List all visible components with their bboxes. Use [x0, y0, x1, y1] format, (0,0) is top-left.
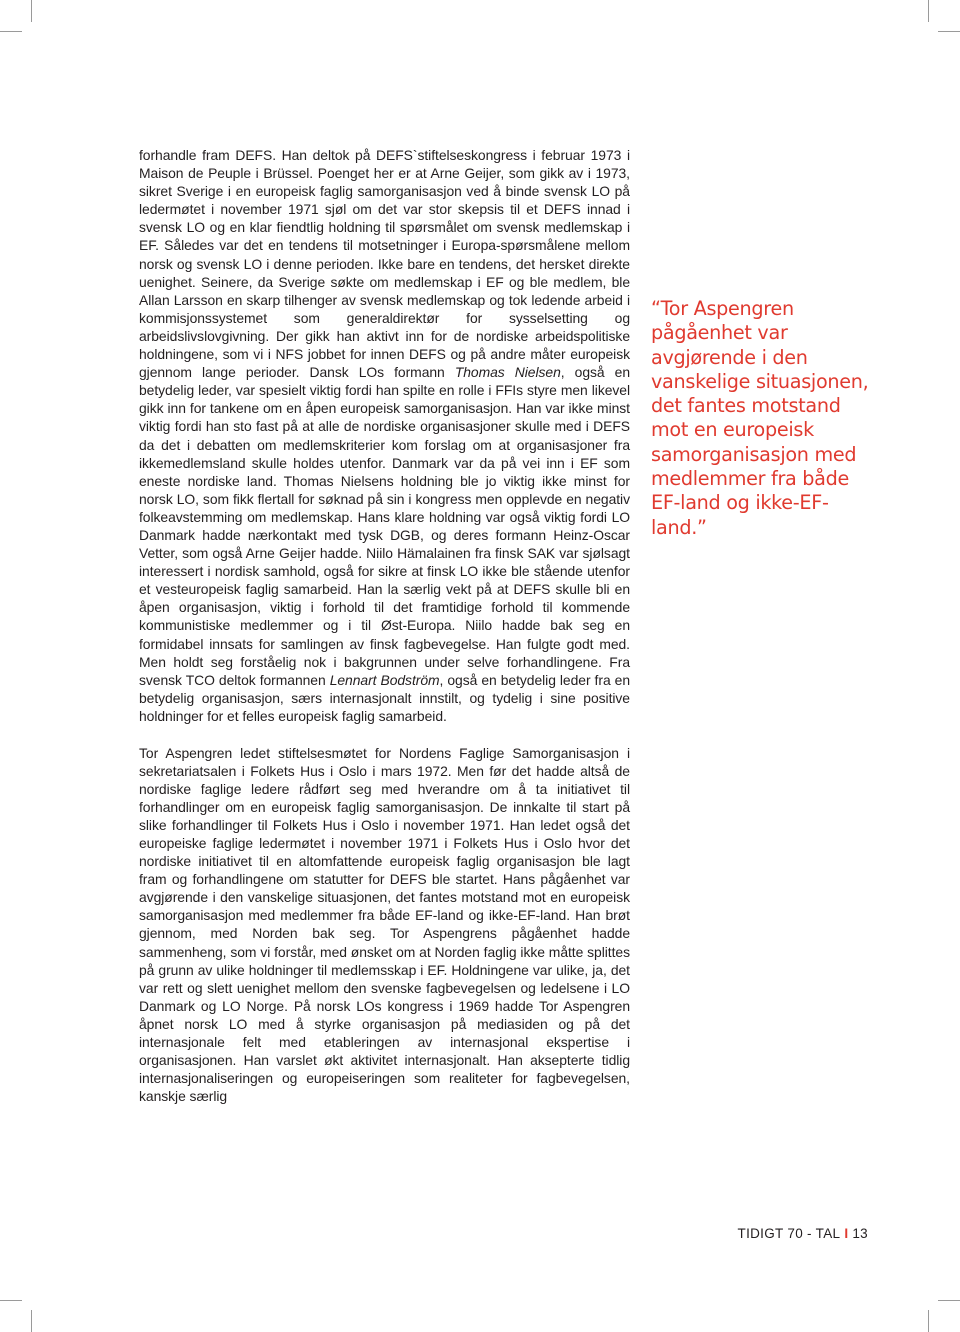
page-number: 13: [852, 1226, 868, 1241]
pull-quote: “Tor Aspengren pågåenhet var avgjørende i den vanskelige situasjonen, det fantes motstand mot en europeisk samorganisasjon med medlemmer fra både EF-land og ikke-EF-land.”: [651, 297, 869, 539]
crop-mark-bottom-right: [938, 1300, 960, 1301]
body-column: [139, 146, 630, 1105]
paragraph-gap: [139, 725, 630, 744]
body-text: forhandle fram DEFS. Han deltok på DEFS`stiftelseskongress i februar 1973 i Maison de Peuple i Brüssel. Poenget her er at Arne Geijer, som gikk av i 1973, sikret Sverige i en europeisk faglig samorganisasjon ved å binde svensk LO på ledermøtet i november 1971 sjøl om det var stor skepsis til et DEFS innad i svensk LO og en klar fiendtlig holdning til spørsmålet om svensk medlemskap i EF. Således var det en tendens til motsetninger i Europa-spørsmålene mellom norsk og svensk LO i denne perioden. Ikke bare en tendens, det hersket direkte uenighet. Seinere, da Sverige søkte om medlemskap i EF og ble medlem, ble Allan Larsson en skarp tilhenger av svensk medlemskap og tok ledende arbeid i kommisjonssystemet som generaldirektør for sysselsetting og arbeidslivslovgivning. Der gikk han aktivt inn for de nordiske arbeidspolitiske holdningene, som vi i NFS jobbet for innen DEFS og på andre måter europeisk gjennom lange perioder. Dansk LOs formann: [139, 147, 630, 381]
footer-publication: TIDIGT 70 - TAL: [737, 1226, 841, 1241]
footer-separator: I: [844, 1226, 849, 1241]
body-text: , også en betydelig leder fra en betydelig organisasjon, særs internasjonalt innstilt, og tydelig i sine positive holdninger for et felles europeisk faglig samarbeid.: [139, 671, 630, 724]
page-footer: [738, 1226, 868, 1241]
crop-mark-top-left-vertical: [31, 0, 32, 22]
body-paragraph-1: [139, 146, 630, 725]
person-name-italic: Lennart Bodström: [329, 671, 440, 688]
crop-mark-top-left: [0, 31, 22, 32]
crop-mark-bottom-left: [0, 1300, 22, 1301]
body-text: , også en betydelig leder, var spesielt viktig fordi han spilte en rolle i FFIs styre men likevel gikk inn for tankene om en åpen europeisk samorganisasjon. Han var ikke minst viktig fordi han sto fast på at alle de nordiske organisasjoner skulle med i DEFS da det i debatten om medlemskriterier kom forslag om at organisasjoner fra ikkemedlemsland skulle holdes utenfor. Danmark var da på vei inn i EF som eneste nordiske land. Thomas Nielsens holdning ble jo viktig ikke minst for norsk LO, som fikk flertall for søknad på sin i kongress men opplevde en negativ folkeavstemming om medlemskap. Hans klare holdning var også viktig fordi LO Danmark hadde nærkontakt med tysk DGB, og deres formann Heinz-Oscar Vetter, som også Arne Geijer hadde. Niilo Hämalainen fra finsk SAK var sjølsagt interessert i nordisk samhold, også for sikre at finsk LO ikke ble stående utenfor et vesteuropeisk faglig samarbeid. Han la særlig vekt på at DEFS skulle bli en åpen organisasjon, viktig i forhold til det framtidige forhold til kommende kommunistiske medlemmer og i til Øst-Europa. Niilo hadde bak seg en formidabel innsats for samlingen av finsk fagbevegelse. Han fulgte godt med. Men holdt seg forståelig nok i bakgrunnen under selve forhandlingene. Fra svensk TCO deltok formannen: [139, 364, 630, 688]
crop-mark-bottom-right-vertical: [928, 1310, 929, 1332]
crop-mark-top-right: [938, 31, 960, 32]
crop-mark-top-right-vertical: [928, 0, 929, 22]
body-paragraph-2: Tor Aspengren ledet stiftelsesmøtet for Nordens Faglige Samorganisasjon i sekretariatsalen i Folkets Hus i Oslo i mars 1972. Men før det hadde altså de nordiske faglige ledere rådført seg med hverandre om å ta initiativet til forhandlinger om en europeisk faglig samorganisasjon. De innkalte til start på slike forhandlinger til Folkets Hus i Oslo i november 1971. Han ledet også det europeiske faglige ledermøtet i november 1971 i Folkets Hus i Oslo hvor det nordiske initiativet til en altomfattende europeisk faglig organisasjon ble lagt fram og forhandlingene om statutter for DEFS ble startet. Hans pågåenhet var avgjørende i den vanskelige situasjonen, det fantes motstand mot en europeisk samorganisasjon med medlemmer fra både EF-land og ikke-EF-land. Han brøt gjennom, med Norden bak seg. Tor Aspengrens pågåenhet hadde sammenheng, som vi forstår, med ønsket om at Norden faglig ikke måtte splittes på grunn av ulike holdninger til medlemsskap i EF. Holdningene var ulike, ja, det var rett og slett uenighet mellom den svenske fagbevegelsen og ledelsene i LO Danmark og LO Norge. På norsk LOs kongress i 1969 hadde Tor Aspengren åpnet norsk LO med å styrke organisasjon på mediasiden og på det internasjonale felt med etableringen av internasjonal ekspertise i organisasjonen. Han varslet økt aktivitet internasjonalt. Han aksepterte tidlig internasjonaliseringen og europeiseringen som realiteter for fagbevegelsen, kanskje særlig: [139, 744, 630, 1105]
person-name-italic: Thomas Nielsen: [454, 364, 561, 381]
crop-mark-bottom-left-vertical: [31, 1310, 32, 1332]
